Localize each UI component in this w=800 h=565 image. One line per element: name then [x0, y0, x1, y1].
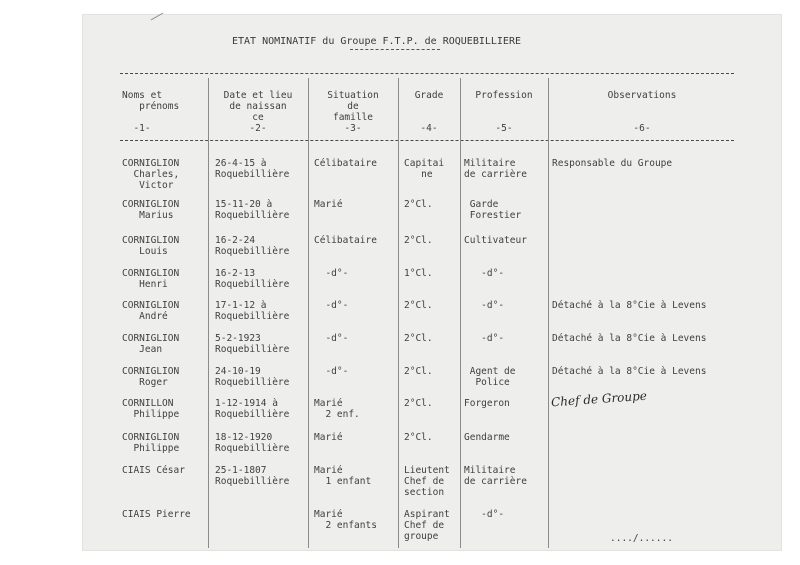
grade-cell: 2°Cl.: [404, 432, 433, 443]
name-cell: CORNIGLION Jean: [122, 333, 180, 355]
birth-cell: 16-2-24 Roquebillière: [215, 235, 290, 257]
birth-cell: 26-4-15 à Roquebillière: [215, 158, 290, 180]
name-cell: CORNIGLION Louis: [122, 235, 180, 257]
family-cell: -d°-: [314, 300, 349, 311]
birth-cell: 17-1-12 à Roquebillière: [215, 300, 290, 322]
name-cell: CORNILLON Philippe: [122, 398, 180, 420]
name-cell: CORNIGLION Roger: [122, 366, 180, 388]
handwritten-signature: Chef de Groupe: [550, 388, 648, 410]
document-title: ETAT NOMINATIF du Groupe F.T.P. de ROQUEBILLIERE: [232, 36, 521, 47]
header-family: Situation de famille -3-: [327, 90, 379, 134]
profession-cell: -d°-: [464, 268, 505, 279]
header-birth: Date et lieu de naissan ce -2-: [223, 90, 293, 134]
grade-cell: 2°Cl.: [404, 333, 433, 344]
grade-cell: Aspirant Chef de groupe: [404, 509, 450, 542]
birth-cell: 16-2-13 Roquebillière: [215, 268, 290, 290]
name-cell: CORNIGLION Marius: [122, 199, 180, 221]
birth-cell: 15-11-20 à Roquebillière: [215, 199, 290, 221]
column-divider: [208, 78, 209, 548]
header-grade: Grade -4-: [414, 90, 444, 134]
family-cell: -d°-: [314, 268, 349, 279]
profession-cell: Militaire de carrière: [464, 465, 527, 487]
name-cell: CORNIGLION Philippe: [122, 432, 180, 454]
grade-cell: Capitai ne: [404, 158, 445, 180]
header-names: Noms et prénoms -1-: [122, 90, 180, 134]
column-divider: [460, 78, 461, 548]
profession-cell: Gendarme: [464, 432, 510, 443]
grade-cell: 2°Cl.: [404, 199, 433, 210]
name-cell: CORNIGLION Charles, Victor: [122, 158, 180, 191]
profession-cell: Forgeron: [464, 398, 510, 409]
grade-cell: 2°Cl.: [404, 235, 433, 246]
family-cell: Marié: [314, 199, 343, 210]
top-rule: [120, 73, 734, 74]
profession-cell: -d°-: [464, 300, 505, 311]
observations-cell: Détaché à la 8°Cie à Levens: [552, 333, 707, 344]
family-cell: Marié 2 enf.: [314, 398, 360, 420]
name-cell: CIAIS Pierre: [122, 509, 191, 520]
grade-cell: 2°Cl.: [404, 398, 433, 409]
column-divider: [548, 78, 549, 548]
grade-cell: 2°Cl.: [404, 366, 433, 377]
column-divider: [308, 78, 309, 548]
name-cell: CIAIS César: [122, 465, 185, 476]
grade-cell: 1°Cl.: [404, 268, 433, 279]
observations-cell: Responsable du Groupe: [552, 158, 673, 169]
birth-cell: 24-10-19 Roquebillière: [215, 366, 290, 388]
profession-cell: -d°-: [464, 509, 505, 520]
family-cell: Marié: [314, 432, 343, 443]
family-cell: -d°-: [314, 333, 349, 344]
profession-cell: Agent de Police: [469, 366, 516, 388]
family-cell: Célibataire: [314, 158, 377, 169]
name-cell: CORNIGLION André: [122, 300, 180, 322]
header-observations: Observations -6-: [607, 90, 677, 134]
observations-cell: Détaché à la 8°Cie à Levens: [552, 366, 707, 377]
column-divider: [398, 78, 399, 548]
header-rule: [120, 140, 734, 141]
family-cell: Marié 2 enfants: [314, 509, 377, 531]
family-cell: Célibataire: [314, 235, 377, 246]
name-cell: CORNIGLION Henri: [122, 268, 180, 290]
profession-cell: Garde Forestier: [469, 199, 522, 221]
profession-cell: Cultivateur: [464, 235, 527, 246]
footer-mark: ..../......: [610, 533, 673, 544]
birth-cell: 25-1-1807 Roquebillière: [215, 465, 290, 487]
grade-cell: Lieutent Chef de section: [404, 465, 450, 498]
birth-cell: 18-12-1920 Roquebillière: [215, 432, 290, 454]
birth-cell: 5-2-1923 Roquebillière: [215, 333, 290, 355]
grade-cell: 2°Cl.: [404, 300, 433, 311]
family-cell: Marié 1 enfant: [314, 465, 372, 487]
birth-cell: 1-12-1914 à Roquebillière: [215, 398, 290, 420]
header-profession: Profession -5-: [475, 90, 533, 134]
profession-cell: -d°-: [464, 333, 505, 344]
title-underline: [350, 49, 440, 50]
profession-cell: Militaire de carrière: [464, 158, 527, 180]
family-cell: -d°-: [314, 366, 349, 377]
observations-cell: Détaché à la 8°Cie à Levens: [552, 300, 707, 311]
